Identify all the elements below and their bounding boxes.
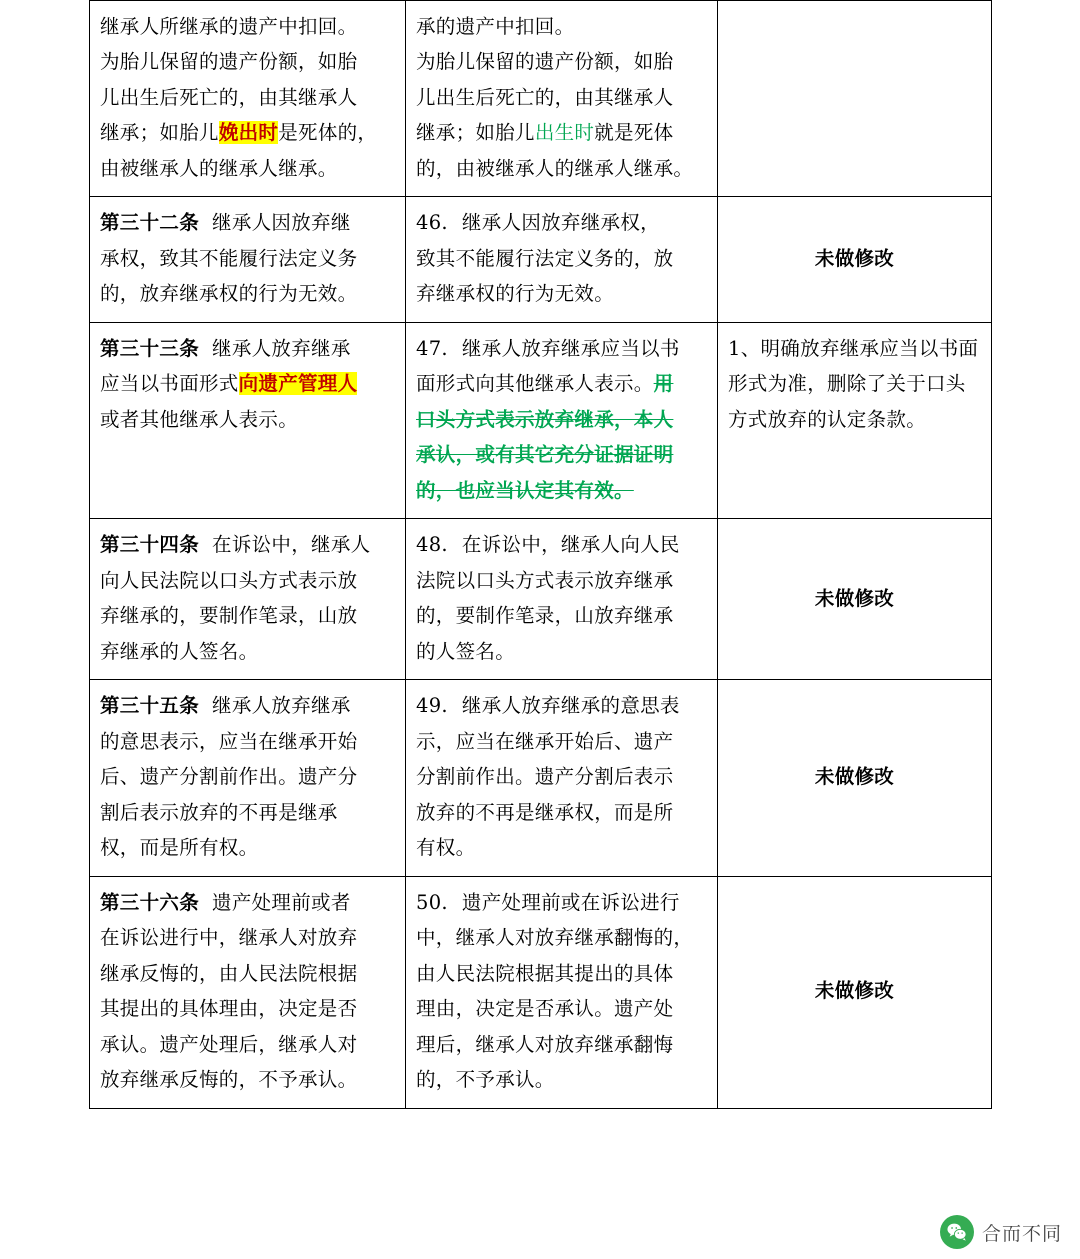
text-line xyxy=(416,688,707,723)
insertion-mark: 出生时 xyxy=(534,121,595,145)
revised-text-cell xyxy=(406,519,718,680)
text-line: 面形式向其他继承人表示。用 xyxy=(416,372,674,396)
note-cell: 未做修改 xyxy=(718,197,992,322)
wechat-icon xyxy=(940,1215,974,1249)
text-line: 其提出的具体理由，决定是否 xyxy=(100,997,358,1021)
text-line: 的，放弃继承权的行为无效。 xyxy=(100,282,358,306)
text-line: 的意思表示，应当在继承开始 xyxy=(100,729,358,753)
text-run: 继承人放弃继承 xyxy=(212,336,351,360)
article-number: 第三十五条 xyxy=(100,694,200,718)
text-line xyxy=(416,885,707,920)
text-line: 继承反悔的，由人民法院根据 xyxy=(100,961,358,985)
text-line: 承认。遗产处理后，继承人对 xyxy=(100,1032,358,1056)
text-line xyxy=(416,205,707,240)
text-line: 放弃的不再是继承权，而是所 xyxy=(416,800,674,824)
highlight-mark: 娩出时 xyxy=(218,121,279,145)
text-run: 遗产处理前或者 xyxy=(212,890,351,914)
article-number: 第三十三条 xyxy=(100,336,200,360)
text-line: 儿出生后死亡的，由其继承人 xyxy=(100,85,358,109)
original-text-cell xyxy=(90,1,406,197)
deletion-mark: 口头方式表示放弃继承，本人 xyxy=(416,407,674,431)
text-line: 继承；如胎儿出生时就是死体 xyxy=(416,121,674,145)
text-run: 继承人放弃继承应当以书 xyxy=(461,336,680,360)
item-number: 48. xyxy=(416,533,448,557)
text-line: 为胎儿保留的遗产份额，如胎 xyxy=(416,50,674,74)
text-line: 在诉讼进行中，继承人对放弃 xyxy=(100,926,358,950)
text-line: 法院以口头方式表示放弃继承 xyxy=(416,568,674,592)
text-run: 继承人放弃继承的意思表 xyxy=(461,694,680,718)
article-number: 第三十四条 xyxy=(100,533,200,557)
text-run: 继承人因放弃继承权， xyxy=(461,211,660,235)
article-number: 第三十六条 xyxy=(100,890,200,914)
text-line: 儿出生后死亡的，由其继承人 xyxy=(416,85,674,109)
note-cell: 1、明确放弃继承应当以书面形式为准，删除了关于口头方式放弃的认定条款。 xyxy=(718,322,992,518)
text-line xyxy=(100,688,395,723)
text-line: 示，应当在继承开始后、遗产 xyxy=(416,729,674,753)
original-text-cell xyxy=(90,519,406,680)
text-line xyxy=(100,527,395,562)
text-line: 或者其他继承人表示。 xyxy=(100,407,299,431)
item-number: 46. xyxy=(416,211,448,235)
note-cell: 未做修改 xyxy=(718,519,992,680)
text-line: 理后，继承人对放弃继承翻悔 xyxy=(416,1032,674,1056)
text-run: 遗产处理前或在诉讼进行 xyxy=(461,890,680,914)
text-line xyxy=(100,885,395,920)
text-line xyxy=(416,331,707,366)
deletion-mark: 用 xyxy=(653,372,674,396)
item-number: 50. xyxy=(416,890,448,914)
text-run: 在诉讼中，继承人 xyxy=(212,533,371,557)
text-run: 继承人因放弃继 xyxy=(212,211,351,235)
text-line xyxy=(100,205,395,240)
note-cell xyxy=(718,1,992,197)
text-line: 割后表示放弃的不再是继承 xyxy=(100,800,338,824)
table-row xyxy=(90,680,992,876)
watermark-label: 合而不同 xyxy=(981,1222,1062,1245)
article-number: 第三十二条 xyxy=(100,211,200,235)
original-text-cell xyxy=(90,197,406,322)
text-line: 由人民法院根据其提出的具体 xyxy=(416,961,674,985)
text-run: 在诉讼中，继承人向人民 xyxy=(461,533,680,557)
original-text-cell xyxy=(90,322,406,518)
comparison-table xyxy=(89,0,992,1109)
revised-text-cell xyxy=(406,876,718,1108)
table-row xyxy=(90,876,992,1108)
text-line: 弃继承的，要制作笔录，山放 xyxy=(100,604,358,628)
text-line: 弃继承的人签名。 xyxy=(100,639,259,663)
text-line: 的，由被继承人的继承人继承。 xyxy=(416,156,694,180)
text-line xyxy=(100,331,395,366)
text-line: 的，要制作笔录，山放弃继承 xyxy=(416,604,674,628)
text-line: 权，而是所有权。 xyxy=(100,836,259,860)
revised-text-cell xyxy=(406,197,718,322)
text-line: 应当以书面形式向遗产管理人 xyxy=(100,372,358,396)
text-line: 承权，致其不能履行法定义务 xyxy=(100,246,358,270)
deletion-mark: 承认，或有其它充分证据证明 xyxy=(416,443,674,467)
text-line: 弃继承权的行为无效。 xyxy=(416,282,615,306)
text-line: 继承人所继承的遗产中扣回。 xyxy=(100,15,358,38)
text-line: 后、遗产分割前作出。遗产分 xyxy=(100,765,358,789)
text-line: 放弃继承反悔的，不予承认。 xyxy=(100,1068,358,1092)
revised-text-cell xyxy=(406,322,718,518)
table-row xyxy=(90,1,992,197)
text-line: 有权。 xyxy=(416,836,476,860)
note-cell: 未做修改 xyxy=(718,680,992,876)
text-line: 分割前作出。遗产分割后表示 xyxy=(416,765,674,789)
revised-text-cell xyxy=(406,680,718,876)
note-cell: 未做修改 xyxy=(718,876,992,1108)
revised-text-cell xyxy=(406,1,718,197)
text-line: 为胎儿保留的遗产份额，如胎 xyxy=(100,50,358,74)
highlight-mark: 向遗产管理人 xyxy=(238,372,358,396)
original-text-cell xyxy=(90,876,406,1108)
text-line: 理由，决定是否承认。遗产处 xyxy=(416,997,674,1021)
text-line: 的，不予承认。 xyxy=(416,1068,555,1092)
text-line: 致其不能履行法定义务的，放 xyxy=(416,246,674,270)
table-row xyxy=(90,197,992,322)
table-row xyxy=(90,519,992,680)
text-line: 向人民法院以口头方式表示放 xyxy=(100,568,358,592)
item-number: 47. xyxy=(416,336,448,360)
text-line: 中，继承人对放弃继承翻悔的， xyxy=(416,926,694,950)
text-line: 的人签名。 xyxy=(416,639,516,663)
text-line: 由被继承人的继承人继承。 xyxy=(100,156,338,180)
watermark xyxy=(940,1215,1062,1249)
text-line: 继承；如胎儿娩出时是死体的， xyxy=(100,121,378,145)
deletion-mark: 的，也应当认定其有效。 xyxy=(416,478,634,502)
original-text-cell xyxy=(90,680,406,876)
text-line xyxy=(416,527,707,562)
text-run: 继承人放弃继承 xyxy=(212,694,351,718)
text-line: 承的遗产中扣回。 xyxy=(416,15,575,38)
table-row xyxy=(90,322,992,518)
item-number: 49. xyxy=(416,694,448,718)
